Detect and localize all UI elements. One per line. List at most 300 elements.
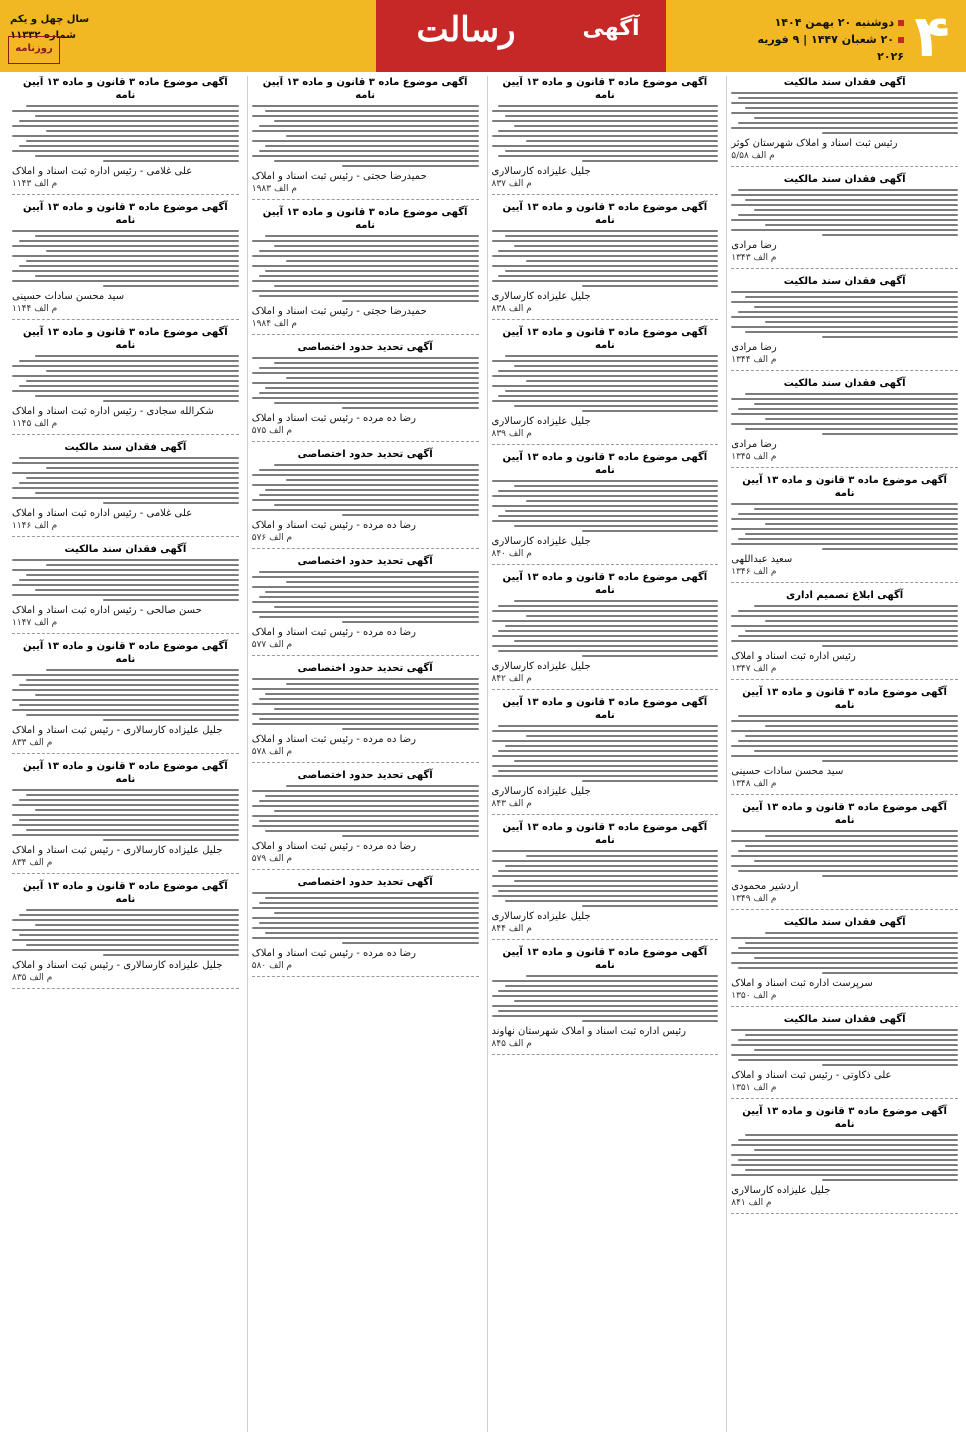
text-line bbox=[265, 270, 478, 272]
text-line bbox=[286, 260, 479, 262]
text-line bbox=[822, 132, 958, 134]
text-line bbox=[286, 135, 479, 137]
text-line bbox=[492, 375, 719, 377]
classified-ad bbox=[12, 640, 239, 754]
text-line bbox=[498, 605, 718, 607]
text-line bbox=[35, 395, 239, 397]
ad-body-text bbox=[12, 909, 239, 956]
classified-ad bbox=[731, 1013, 958, 1099]
text-line bbox=[582, 1020, 718, 1022]
text-line bbox=[582, 905, 718, 907]
text-line bbox=[12, 594, 239, 596]
text-line bbox=[274, 810, 478, 812]
ad-signer: رضا ده مرده - رئیس ثبت اسناد و املاک bbox=[251, 627, 416, 638]
text-line bbox=[492, 495, 719, 497]
ad-signer: علی غلامی - رئیس اداره ثبت اسناد و املاک bbox=[12, 508, 193, 519]
text-line bbox=[26, 909, 239, 911]
text-line bbox=[12, 270, 239, 272]
ad-title: آگهی موضوع ماده ۳ قانون و ماده ۱۳ آیین نامه bbox=[742, 802, 947, 826]
text-line bbox=[492, 610, 719, 612]
text-line bbox=[505, 270, 718, 272]
ad-body-text bbox=[731, 830, 958, 877]
text-line bbox=[286, 785, 479, 787]
ad-title: آگهی موضوع ماده ۳ قانون و ماده ۱۳ آیین نامه bbox=[23, 77, 228, 101]
text-line bbox=[514, 880, 718, 882]
ad-body-text bbox=[492, 850, 719, 907]
text-line bbox=[26, 794, 239, 796]
text-line bbox=[252, 240, 479, 242]
text-line bbox=[526, 260, 719, 262]
text-line bbox=[731, 745, 958, 747]
classified-ad bbox=[731, 275, 958, 371]
text-line bbox=[765, 835, 958, 837]
text-line bbox=[765, 620, 958, 622]
ad-signer: سعید عبداللهی bbox=[731, 554, 793, 565]
text-line bbox=[252, 474, 479, 476]
text-line bbox=[492, 645, 719, 647]
ad-signer: رضا ده مرده - رئیس ثبت اسناد و املاک bbox=[251, 734, 416, 745]
ad-code: م الف ۸۴۱ bbox=[731, 1198, 772, 1208]
classified-ad bbox=[12, 76, 239, 195]
text-line bbox=[738, 1139, 958, 1141]
text-line bbox=[492, 775, 719, 777]
text-line bbox=[342, 835, 478, 837]
text-line bbox=[498, 990, 718, 992]
text-line bbox=[252, 484, 479, 486]
ad-column bbox=[247, 76, 479, 1432]
ad-title: آگهی موضوع ماده ۳ قانون و ماده ۱۳ آیین نامه bbox=[742, 1106, 947, 1130]
text-line bbox=[259, 616, 479, 618]
classified-ad bbox=[492, 821, 719, 940]
text-line bbox=[19, 265, 239, 267]
ad-body-text bbox=[252, 892, 479, 944]
text-line bbox=[252, 105, 479, 107]
text-line bbox=[252, 790, 479, 792]
text-line bbox=[12, 834, 239, 836]
text-line bbox=[12, 487, 239, 489]
classified-ad bbox=[731, 1105, 958, 1214]
ad-body-text bbox=[12, 355, 239, 402]
ad-signer: جلیل علیزاده کارسالاری bbox=[491, 661, 591, 672]
text-line bbox=[259, 125, 479, 127]
text-line bbox=[738, 870, 958, 872]
text-line bbox=[259, 275, 479, 277]
text-line bbox=[514, 760, 718, 762]
ad-body-text bbox=[492, 355, 719, 412]
text-line bbox=[822, 760, 958, 762]
text-line bbox=[738, 1059, 958, 1061]
ad-code: م الف ۱۳۴۵ bbox=[731, 452, 777, 462]
ad-title: آگهی تحدید حدود اختصاصی bbox=[297, 770, 433, 781]
text-line bbox=[582, 530, 718, 532]
text-line bbox=[259, 469, 479, 471]
ad-title: آگهی تحدید حدود اختصاصی bbox=[297, 342, 433, 353]
ad-body-text bbox=[492, 480, 719, 532]
ad-title: آگهی موضوع ماده ۳ قانون و ماده ۱۳ آیین نامه bbox=[502, 822, 708, 846]
ad-title: آگهی موضوع ماده ۳ قانون و ماده ۱۳ آیین نامه bbox=[502, 947, 708, 971]
ad-body-text bbox=[731, 92, 958, 134]
text-line bbox=[252, 703, 479, 705]
text-line bbox=[738, 311, 958, 313]
text-line bbox=[745, 199, 958, 201]
text-line bbox=[492, 1005, 719, 1007]
text-line bbox=[745, 942, 958, 944]
text-line bbox=[265, 591, 478, 593]
text-line bbox=[342, 728, 478, 730]
text-line bbox=[505, 745, 718, 747]
text-line bbox=[12, 699, 239, 701]
text-line bbox=[274, 362, 478, 364]
ad-code: م الف ۸۳۴ bbox=[12, 858, 53, 868]
ad-body-text bbox=[492, 230, 719, 287]
text-line bbox=[252, 397, 479, 399]
text-line bbox=[505, 625, 718, 627]
text-line bbox=[492, 885, 719, 887]
text-line bbox=[252, 265, 479, 267]
text-line bbox=[252, 907, 479, 909]
text-line bbox=[582, 410, 718, 412]
text-line bbox=[259, 295, 479, 297]
text-line bbox=[265, 387, 478, 389]
text-line bbox=[738, 715, 958, 717]
ad-signer: جلیل علیزاده کارسالاری - رئیس ثبت اسناد و املاک bbox=[12, 845, 223, 856]
text-line bbox=[274, 504, 478, 506]
text-line bbox=[103, 954, 239, 956]
ad-title: آگهی موضوع ماده ۳ قانون و ماده ۱۳ آیین نامه bbox=[742, 687, 947, 711]
ad-title: آگهی تحدید حدود اختصاصی bbox=[297, 877, 433, 888]
text-line bbox=[12, 375, 239, 377]
text-line bbox=[492, 850, 719, 852]
text-line bbox=[731, 720, 958, 722]
text-line bbox=[822, 548, 958, 550]
text-line bbox=[252, 723, 479, 725]
text-line bbox=[738, 635, 958, 637]
ad-signer: رضا ده مرده - رئیس ثبت اسناد و املاک bbox=[251, 948, 416, 959]
text-line bbox=[745, 296, 958, 298]
ad-title: آگهی موضوع ماده ۳ قانون و ماده ۱۳ آیین نامه bbox=[23, 881, 228, 905]
ad-body-text bbox=[731, 393, 958, 435]
text-line bbox=[505, 985, 718, 987]
text-line bbox=[738, 740, 958, 742]
text-line bbox=[252, 713, 479, 715]
text-line bbox=[505, 355, 718, 357]
text-line bbox=[35, 155, 239, 157]
text-line bbox=[498, 370, 718, 372]
ad-code: م الف ۸۳۸ bbox=[491, 304, 532, 314]
text-line bbox=[514, 405, 718, 407]
text-line bbox=[498, 155, 718, 157]
ad-title: آگهی موضوع ماده ۳ قانون و ماده ۱۳ آیین نامه bbox=[262, 77, 468, 101]
text-line bbox=[492, 135, 719, 137]
ad-title: آگهی موضوع ماده ۳ قانون و ماده ۱۳ آیین نامه bbox=[502, 202, 708, 226]
text-line bbox=[12, 569, 239, 571]
text-line bbox=[505, 235, 718, 237]
ad-code: م الف ۱۳۴۹ bbox=[731, 894, 777, 904]
text-line bbox=[498, 770, 718, 772]
text-line bbox=[822, 234, 958, 236]
text-line bbox=[252, 611, 479, 613]
text-line bbox=[12, 804, 239, 806]
text-line bbox=[731, 1144, 958, 1146]
text-line bbox=[731, 840, 958, 842]
text-line bbox=[765, 523, 958, 525]
text-line bbox=[731, 1029, 958, 1031]
text-line bbox=[12, 789, 239, 791]
text-line bbox=[731, 755, 958, 757]
classified-ad bbox=[252, 769, 479, 870]
ad-columns bbox=[8, 76, 958, 1432]
ad-signer: جلیل علیزاده کارسالاری bbox=[491, 786, 591, 797]
classified-ad bbox=[731, 916, 958, 1007]
text-line bbox=[19, 482, 239, 484]
text-line bbox=[252, 357, 479, 359]
text-line bbox=[274, 245, 478, 247]
ad-column bbox=[8, 76, 239, 1432]
text-line bbox=[342, 300, 478, 302]
text-line bbox=[12, 125, 239, 127]
text-line bbox=[252, 280, 479, 282]
ad-code: م الف ۸۴۵ bbox=[491, 1039, 532, 1049]
text-line bbox=[259, 718, 479, 720]
classified-ad bbox=[492, 451, 719, 565]
text-line bbox=[492, 635, 719, 637]
text-line bbox=[765, 725, 958, 727]
text-line bbox=[265, 145, 478, 147]
text-line bbox=[265, 110, 478, 112]
text-line bbox=[526, 615, 719, 617]
newspaper-seal-icon: روزنامه bbox=[8, 36, 60, 64]
text-line bbox=[745, 107, 958, 109]
ad-code: م الف ۱۱۴۷ bbox=[12, 618, 58, 628]
text-line bbox=[505, 150, 718, 152]
text-line bbox=[12, 559, 239, 561]
text-line bbox=[12, 390, 239, 392]
text-line bbox=[822, 433, 958, 435]
text-line bbox=[35, 694, 239, 696]
ad-title: آگهی موضوع ماده ۳ قانون و ماده ۱۳ آیین نامه bbox=[23, 761, 228, 785]
text-line bbox=[492, 620, 719, 622]
text-line bbox=[259, 494, 479, 496]
ad-body-text bbox=[492, 975, 719, 1022]
text-line bbox=[505, 865, 718, 867]
text-line bbox=[252, 290, 479, 292]
text-line bbox=[342, 514, 478, 516]
ad-code: م الف ۸۴۴ bbox=[491, 924, 532, 934]
text-line bbox=[754, 209, 958, 211]
ad-body-text bbox=[731, 1134, 958, 1181]
ad-code: م الف ۸۴۳ bbox=[491, 799, 532, 809]
text-line bbox=[12, 939, 239, 941]
ad-signer: علی ذکاوتی - رئیس ثبت اسناد و املاک bbox=[731, 1070, 892, 1081]
text-line bbox=[12, 929, 239, 931]
ad-body-text bbox=[12, 559, 239, 601]
ad-code: م الف ۱۳۴۷ bbox=[731, 664, 777, 674]
text-line bbox=[492, 895, 719, 897]
ad-code: م الف ۱۱۴۳ bbox=[12, 179, 58, 189]
classified-ad bbox=[252, 662, 479, 763]
text-line bbox=[731, 503, 958, 505]
text-line bbox=[754, 1149, 958, 1151]
text-line bbox=[274, 160, 478, 162]
text-line bbox=[731, 830, 958, 832]
text-line bbox=[274, 708, 478, 710]
ad-code: م الف ۱۱۴۶ bbox=[12, 521, 58, 531]
text-line bbox=[259, 150, 479, 152]
text-line bbox=[265, 235, 478, 237]
text-line bbox=[492, 120, 719, 122]
text-line bbox=[498, 515, 718, 517]
ad-body-text bbox=[252, 571, 479, 623]
text-line bbox=[498, 870, 718, 872]
classified-ad bbox=[731, 801, 958, 910]
text-line bbox=[514, 365, 718, 367]
text-line bbox=[514, 600, 718, 602]
text-line bbox=[492, 255, 719, 257]
text-line bbox=[514, 525, 718, 527]
text-line bbox=[498, 105, 718, 107]
text-line bbox=[252, 927, 479, 929]
date-line-hijri-gregorian: ۲۰ شعبان ۱۴۴۷ | ۹ فوریه ۲۰۲۶ bbox=[757, 33, 904, 63]
text-line bbox=[12, 949, 239, 951]
text-line bbox=[526, 500, 719, 502]
ad-signer: جلیل علیزاده کارسالاری - رئیس ثبت اسناد و املاک bbox=[12, 725, 223, 736]
text-line bbox=[822, 1179, 958, 1181]
text-line bbox=[19, 934, 239, 936]
classified-ad bbox=[252, 876, 479, 977]
ad-code: م الف ۵۷۵ bbox=[251, 426, 293, 436]
classified-ad bbox=[252, 555, 479, 656]
ad-code: م الف ۸۴۲ bbox=[491, 674, 532, 684]
text-line bbox=[259, 596, 479, 598]
text-line bbox=[259, 571, 479, 573]
ad-title: آگهی موضوع ماده ۳ قانون و ماده ۱۳ آیین نامه bbox=[502, 77, 708, 101]
ad-title: آگهی فقدان سند مالکیت bbox=[64, 442, 187, 453]
text-line bbox=[12, 814, 239, 816]
text-line bbox=[103, 719, 239, 721]
ad-body-text bbox=[252, 235, 479, 302]
classified-ad bbox=[252, 76, 479, 200]
text-line bbox=[12, 462, 239, 464]
ad-body-text bbox=[12, 789, 239, 841]
text-line bbox=[731, 962, 958, 964]
ad-body-text bbox=[252, 464, 479, 516]
ad-signer: اردشیر محمودی bbox=[731, 881, 799, 892]
text-line bbox=[738, 1159, 958, 1161]
ad-body-text bbox=[731, 932, 958, 974]
text-line bbox=[731, 413, 958, 415]
ad-code: م الف ۱۳۵۰ bbox=[731, 991, 777, 1001]
ad-body-text bbox=[731, 715, 958, 762]
text-line bbox=[754, 508, 958, 510]
text-line bbox=[745, 331, 958, 333]
issue-number: شماره ۱۱۳۳۲ bbox=[10, 30, 76, 41]
ad-body-text bbox=[731, 1029, 958, 1066]
text-line bbox=[731, 112, 958, 114]
text-line bbox=[492, 730, 719, 732]
ad-body-text bbox=[12, 669, 239, 721]
text-line bbox=[35, 589, 239, 591]
text-line bbox=[19, 360, 239, 362]
ad-signer: جلیل علیزاده کارسالاری bbox=[491, 291, 591, 302]
text-line bbox=[19, 914, 239, 916]
ad-title: آگهی موضوع ماده ۳ قانون و ماده ۱۳ آیین نامه bbox=[502, 327, 708, 351]
text-line bbox=[252, 255, 479, 257]
classified-ad bbox=[731, 377, 958, 468]
classified-ad bbox=[12, 760, 239, 874]
text-line bbox=[259, 800, 479, 802]
text-line bbox=[754, 750, 958, 752]
text-line bbox=[505, 115, 718, 117]
text-line bbox=[514, 1000, 718, 1002]
text-line bbox=[582, 655, 718, 657]
ad-code: م الف ۱۳۴۳ bbox=[731, 253, 777, 263]
text-line bbox=[492, 740, 719, 742]
classified-ad bbox=[492, 201, 719, 320]
text-line bbox=[274, 120, 478, 122]
bullet-icon bbox=[898, 37, 904, 43]
text-line bbox=[252, 155, 479, 157]
text-line bbox=[745, 428, 958, 430]
ad-code: م الف ۵۷۸ bbox=[251, 747, 293, 757]
text-line bbox=[492, 505, 719, 507]
ad-code: م الف ۱۳۵۱ bbox=[731, 1083, 777, 1093]
text-line bbox=[731, 625, 958, 627]
text-line bbox=[259, 902, 479, 904]
text-line bbox=[19, 385, 239, 387]
classified-ad bbox=[731, 76, 958, 167]
ad-signer: حمیدرضا حجتی - رئیس ثبت اسناد و املاک bbox=[251, 306, 427, 317]
text-line bbox=[731, 1054, 958, 1056]
ad-code: م الف ۵۷۶ bbox=[251, 533, 293, 543]
edition-year: سال چهل و یکم bbox=[10, 14, 90, 25]
text-line bbox=[731, 423, 958, 425]
text-line bbox=[286, 479, 479, 481]
ad-signer: رضا ده مرده - رئیس ثبت اسناد و املاک bbox=[251, 413, 416, 424]
text-line bbox=[492, 1015, 719, 1017]
text-line bbox=[754, 957, 958, 959]
ad-code: م الف ۵۷۷ bbox=[251, 640, 293, 650]
ad-signer: جلیل علیزاده کارسالاری bbox=[731, 1185, 831, 1196]
text-line bbox=[492, 480, 719, 482]
text-line bbox=[731, 1154, 958, 1156]
ad-body-text bbox=[252, 357, 479, 409]
text-line bbox=[731, 398, 958, 400]
text-line bbox=[492, 875, 719, 877]
ad-title: آگهی موضوع ماده ۳ قانون و ماده ۱۳ آیین نامه bbox=[23, 202, 228, 226]
ad-signer: جلیل علیزاده کارسالاری bbox=[491, 416, 591, 427]
ad-column bbox=[487, 76, 719, 1432]
text-line bbox=[731, 1174, 958, 1176]
text-line bbox=[505, 510, 718, 512]
ad-signer: رضا مرادی bbox=[731, 342, 777, 353]
ad-code: م الف ۵۷۹ bbox=[251, 854, 293, 864]
text-line bbox=[274, 912, 478, 914]
ad-title: آگهی تحدید حدود اختصاصی bbox=[297, 663, 433, 674]
text-line bbox=[492, 110, 719, 112]
ad-code: م الف ۱۹۸۴ bbox=[251, 319, 297, 329]
text-line bbox=[12, 472, 239, 474]
text-line bbox=[26, 679, 239, 681]
text-line bbox=[492, 980, 719, 982]
ad-title: آگهی موضوع ماده ۳ قانون و ماده ۱۳ آیین نامه bbox=[742, 475, 947, 499]
ad-code: م الف ۵۸۰ bbox=[251, 961, 293, 971]
text-line bbox=[745, 630, 958, 632]
classified-ad bbox=[731, 173, 958, 269]
classified-ad bbox=[492, 76, 719, 195]
ad-code: م الف ۸۳۳ bbox=[12, 738, 53, 748]
classified-ad bbox=[492, 696, 719, 815]
ad-title: آگهی موضوع ماده ۳ قانون و ماده ۱۳ آیین نامه bbox=[23, 327, 228, 351]
